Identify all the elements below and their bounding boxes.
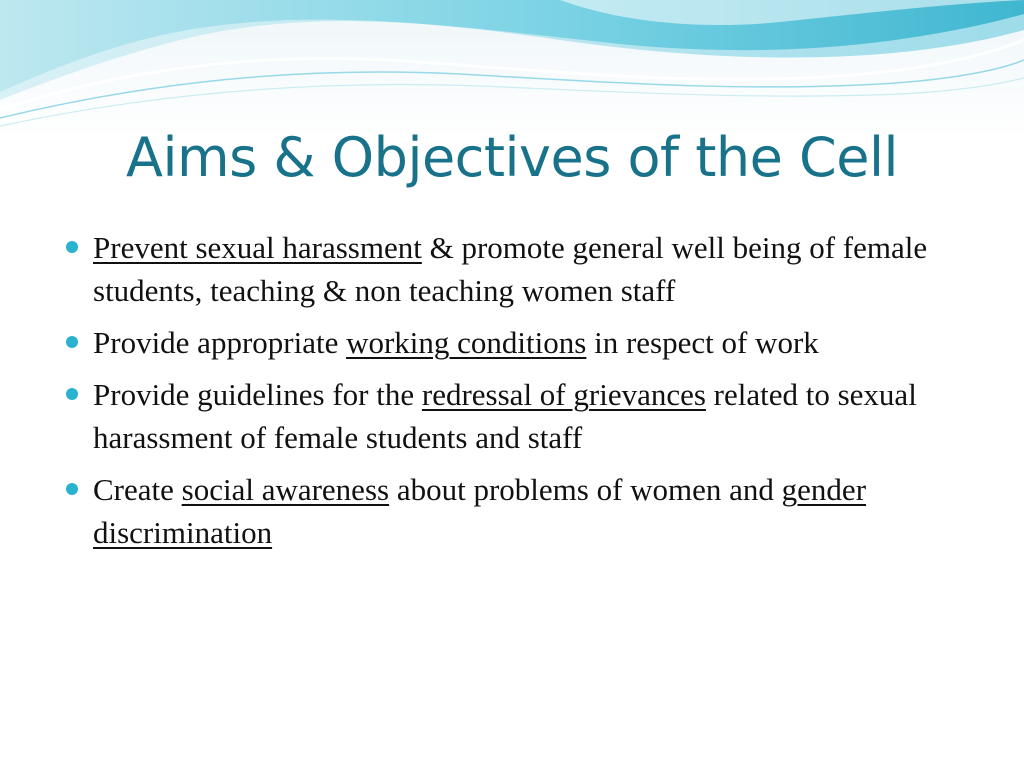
bullet-text: related to sexual harassment of female students and staff	[93, 377, 917, 455]
underlined-phrase: working conditions	[346, 325, 587, 360]
underlined-phrase: social awareness	[181, 472, 390, 507]
underlined-phrase: gender discrimination	[93, 472, 867, 550]
slide-title: Aims & Objectives of the Cell	[126, 126, 898, 189]
bullet-item-grievance-guidelines	[66, 373, 966, 459]
bullet-dot-icon	[66, 336, 78, 348]
bullet-item-social-awareness	[66, 468, 966, 554]
bullet-text: about problems of women and	[389, 472, 782, 507]
bullet-item-working-conditions	[66, 321, 966, 364]
bullet-dot-icon	[66, 241, 78, 253]
underlined-phrase: Prevent sexual harassment	[93, 230, 422, 265]
underlined-phrase: redressal of grievances	[421, 377, 706, 412]
bullet-list	[66, 226, 966, 563]
bullet-text: & promote general well being of female students, teaching & non teaching women staff	[93, 230, 928, 308]
bullet-item-prevent-harassment	[66, 226, 966, 312]
header-wave-decoration	[0, 0, 1024, 130]
bullet-text: in respect of work	[586, 325, 819, 360]
bullet-text: Create	[93, 472, 182, 507]
bullet-text: Provide guidelines for the	[93, 377, 422, 412]
bullet-dot-icon	[66, 388, 78, 400]
bullet-dot-icon	[66, 483, 78, 495]
bullet-text: Provide appropriate	[93, 325, 347, 360]
